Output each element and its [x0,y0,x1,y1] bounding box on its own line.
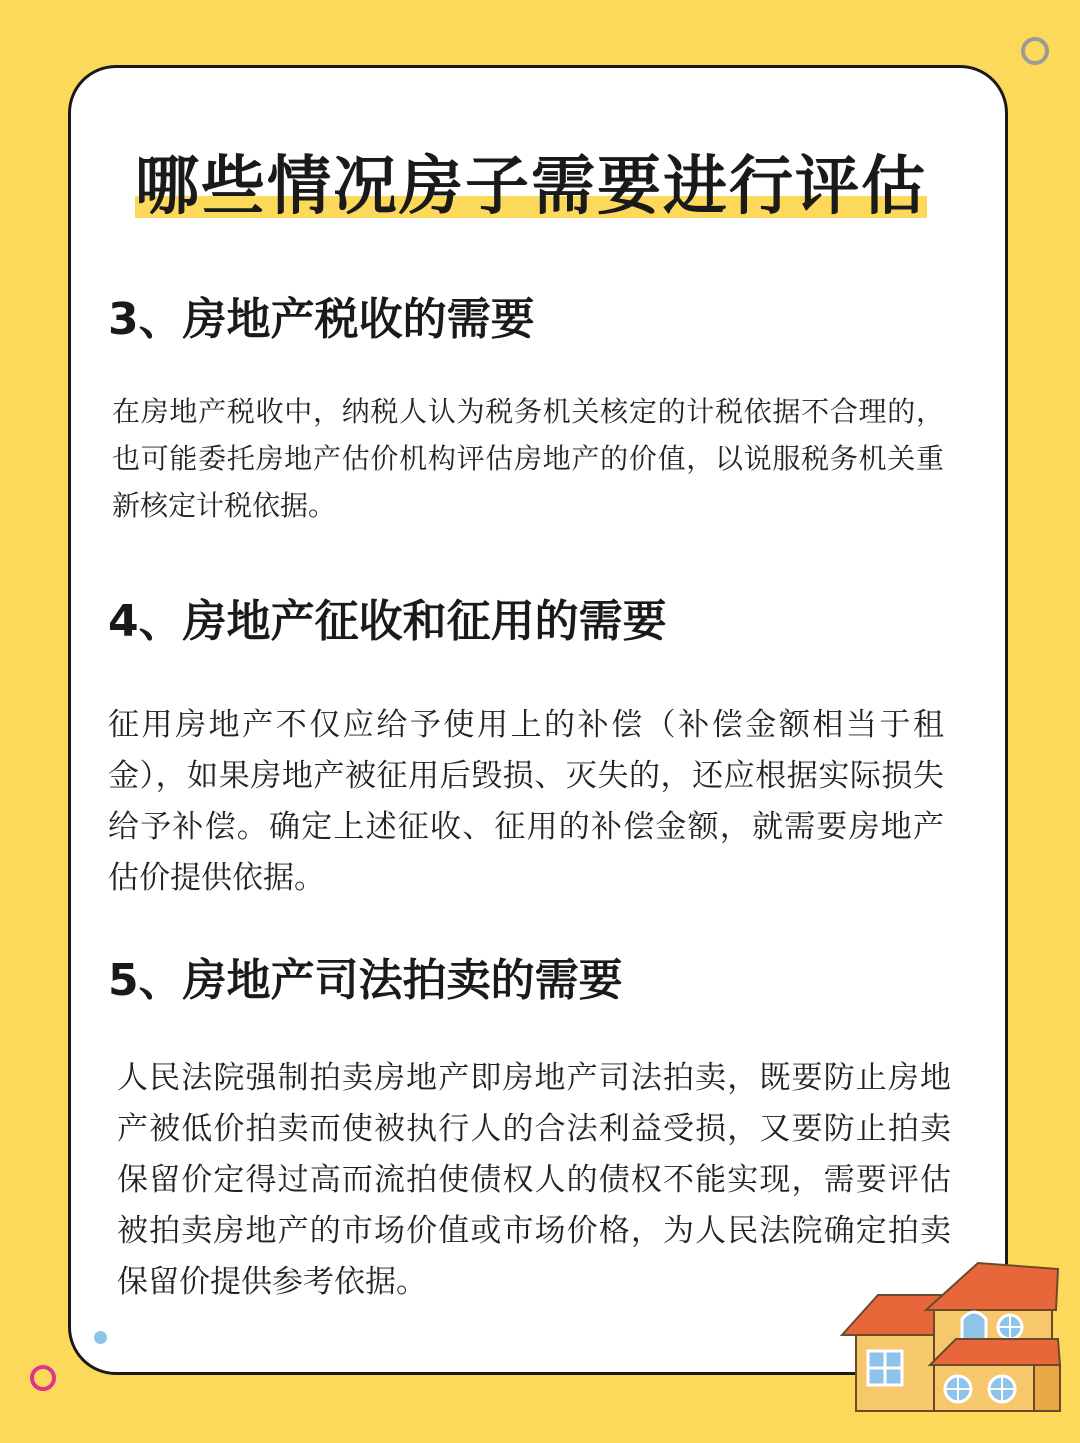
house-illustration [838,1255,1068,1425]
section-body-5: 人民法院强制拍卖房地产即房地产司法拍卖，既要防止房地产被低价拍卖而使被执行人的合法利益受损，又要防止拍卖保留价定得过高而流拍使债权人的债权不能实现，需要评估被拍卖房地产的市场价值或市场价格，为人民法院确定拍卖保留价提供参考依据。 [117,1060,951,1300]
ring-decoration-bottom-left [30,1365,56,1391]
section-body-4: 征用房地产不仅应给予使用上的补偿（补偿金额相当于租金），如果房地产被征用后毁损、灭失的，还应根据实际损失给予补偿。确定上述征收、征用的补偿金额，就需要房地产估价提供依据。 [108,707,944,896]
section-heading-4: 4、房地产征收和征用的需要 [108,596,667,647]
section-body-3: 在房地产税收中，纳税人认为税务机关核定的计税依据不合理的，也可能委托房地产估价机构评估房地产的价值，以说服税务机关重新核定计税依据。 [112,395,944,522]
page-title: 哪些情况房子需要进行评估 [135,150,927,224]
dot-decoration [94,1331,107,1344]
ring-decoration-top-right [1021,37,1049,65]
section-heading-5: 5、房地产司法拍卖的需要 [108,955,623,1006]
section-heading-3: 3、房地产税收的需要 [108,294,535,345]
